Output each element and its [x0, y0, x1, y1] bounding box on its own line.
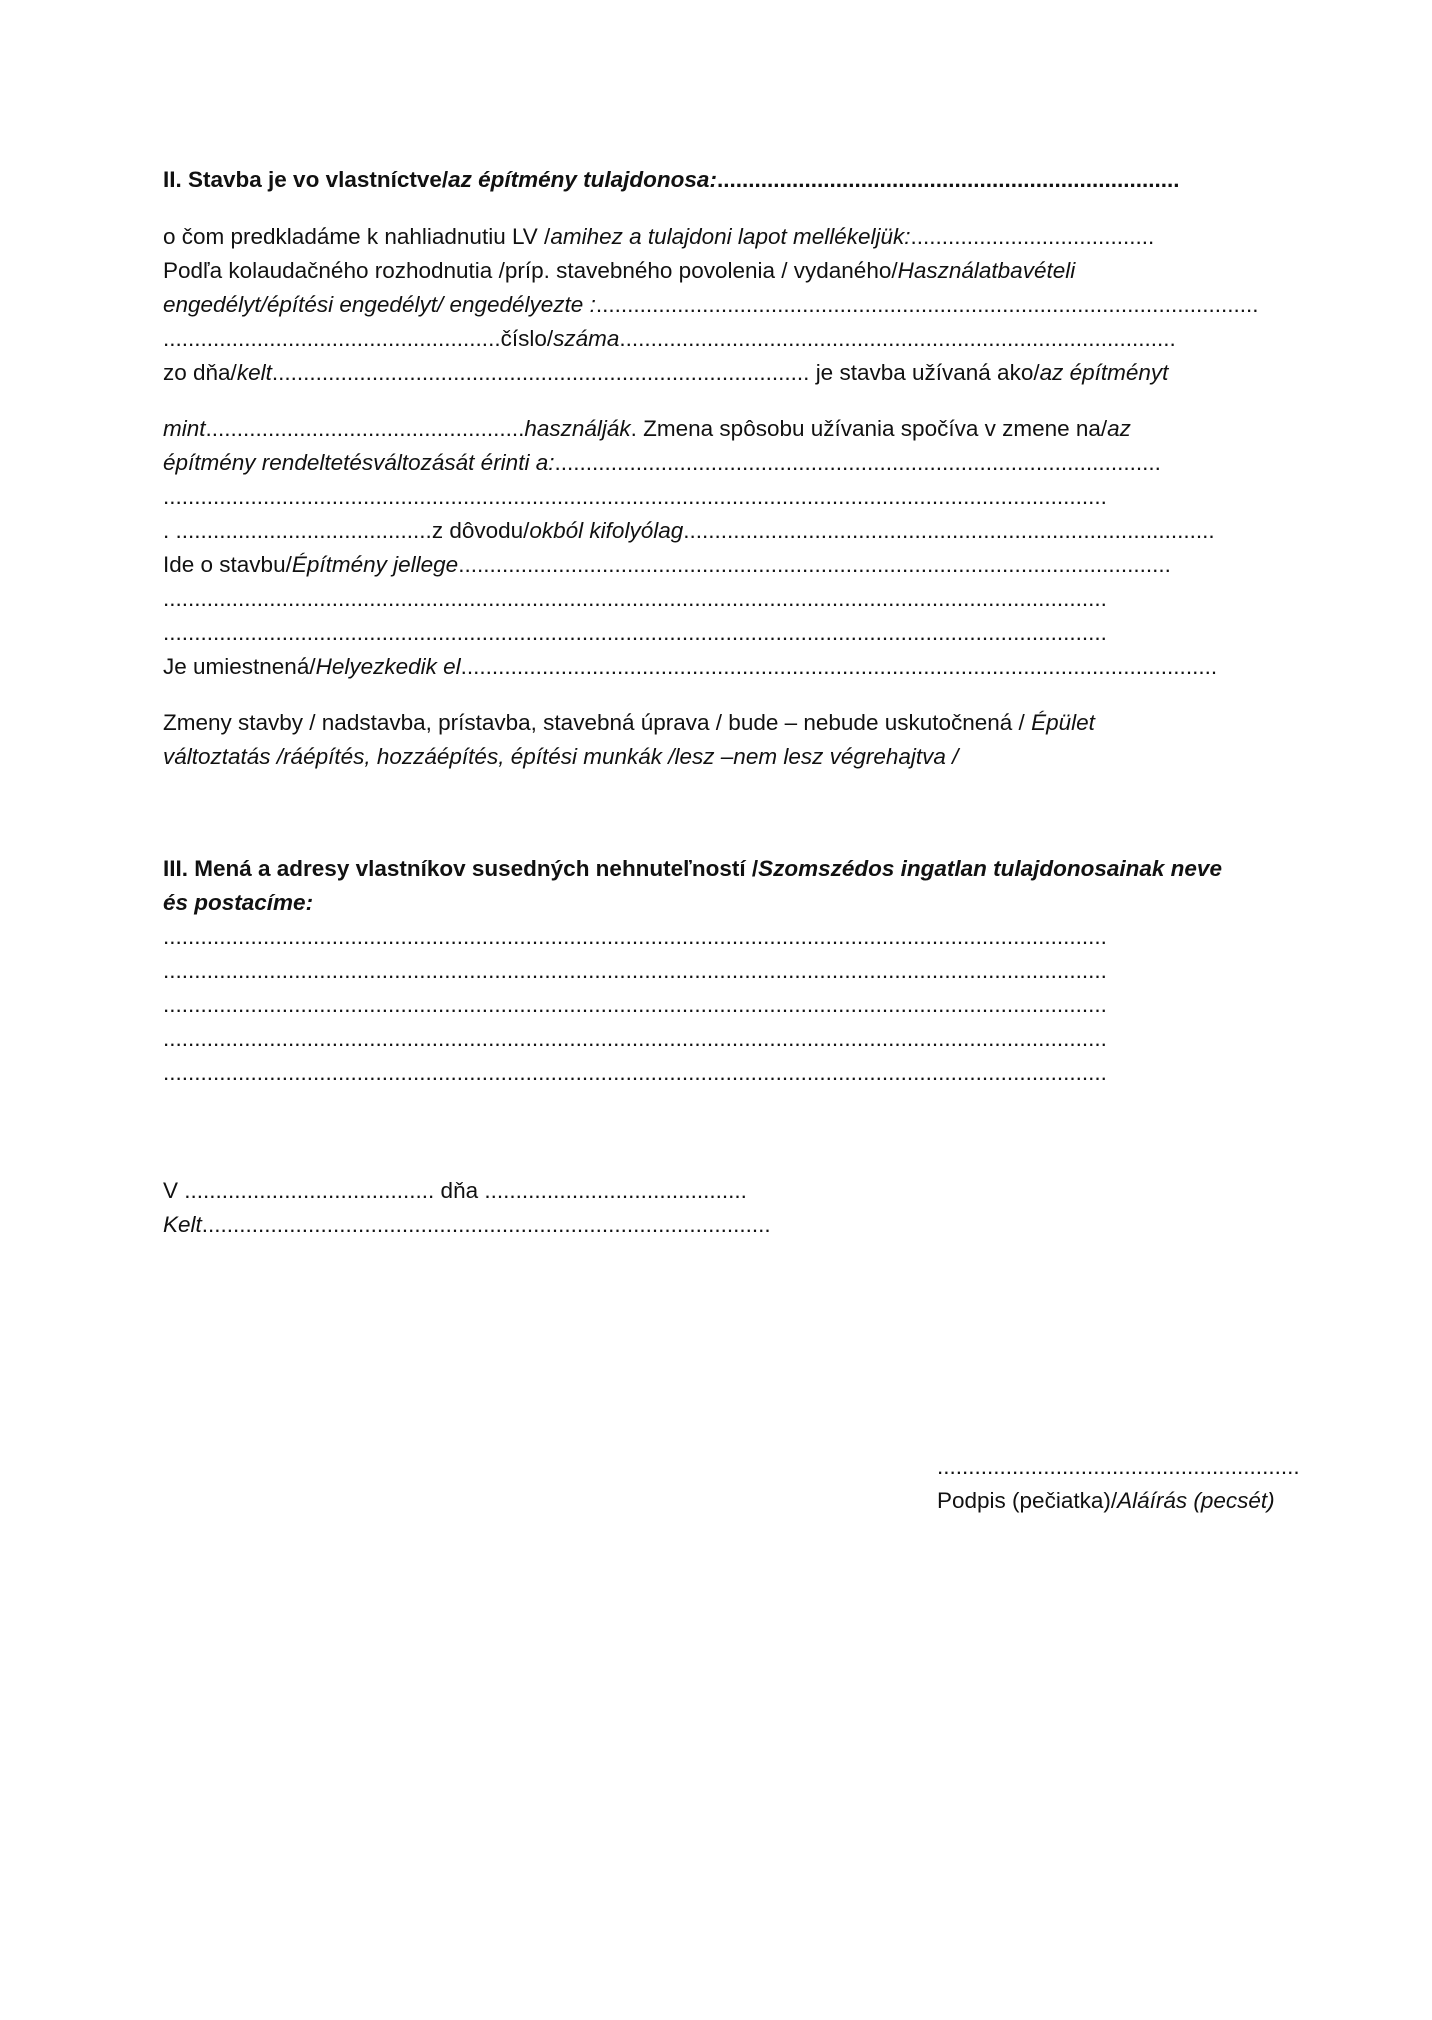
fill-dots[interactable]: ...................................................: [205, 416, 525, 441]
fill-dots[interactable]: .......................................: [910, 224, 1155, 249]
heading-text-hu: az építmény tulajdonosa:: [448, 167, 717, 192]
text-line: o čom predkladáme k nahliadnutiu LV /amihez a tulajdoni lapot mellékeljük:.......................................: [163, 224, 1155, 249]
fill-line[interactable]: .......................................................................................................................................................: [163, 586, 1107, 611]
fill-dots[interactable]: ..................................................................................................................: [458, 552, 1171, 577]
fill-dots[interactable]: . .........................................: [163, 518, 432, 543]
fill-line[interactable]: .......................................................................................................................................................: [163, 1026, 1107, 1051]
text-line: engedélyt/építési engedélyt/ engedélyezte :..........................................................................................................: [163, 292, 1259, 317]
section-2-heading: [163, 163, 1180, 197]
text-line: zo dňa/kelt...................................................................................... je stavba užívaná ako/az építményt: [163, 360, 1169, 385]
heading-text: II. Stavba je vo vlastníctve/: [163, 167, 449, 192]
fill-line[interactable]: .......................................................................................................................................................: [163, 958, 1107, 983]
text-line: Podľa kolaudačného rozhodnutia /príp. stavebného povolenia / vydaného/Használatbavételi: [163, 258, 1076, 283]
fill-dots[interactable]: .....................................................................................: [683, 518, 1215, 543]
section-3-heading-cont: és postacíme:: [163, 890, 314, 915]
fill-line[interactable]: .......................................................................................................................................................: [163, 484, 1107, 509]
text-line: ......................................................číslo/száma.........................................................................................: [163, 326, 1176, 351]
fill-dots[interactable]: ...........................................................................................: [201, 1212, 771, 1237]
text-line: Je umiestnená/Helyezkedik el.........................................................................................................................: [163, 654, 1218, 679]
fill-dots[interactable]: ..........................................................................: [716, 167, 1180, 192]
place-date-line[interactable]: V ........................................ dňa ..........................................: [163, 1178, 747, 1203]
fill-dots[interactable]: .........................................................................................: [619, 326, 1176, 351]
text-line: Zmeny stavby / nadstavba, prístavba, stavebná úprava / bude – nebude uskutočnená / Épület: [163, 710, 1095, 735]
signature-label: Podpis (pečiatka)/Aláírás (pecsét): [937, 1488, 1275, 1513]
text-line: mint...................................................használják. Zmena spôsobu užívania spočíva v zmene na/az: [163, 416, 1131, 441]
section-3-heading: III. Mená a adresy vlastníkov susedných nehnuteľností /Szomszédos ingatlan tulajdonosainak neve: [163, 856, 1222, 881]
fill-dots[interactable]: ..........................................................................................................: [595, 292, 1259, 317]
text-line: Ide o stavbu/Építmény jellege..................................................................................................................: [163, 552, 1171, 577]
fill-line[interactable]: .......................................................................................................................................................: [163, 620, 1107, 645]
fill-line[interactable]: .......................................................................................................................................................: [163, 992, 1107, 1017]
fill-dots[interactable]: ......................................................: [163, 326, 501, 351]
signature-line[interactable]: ..........................................................: [937, 1454, 1300, 1479]
fill-line[interactable]: .......................................................................................................................................................: [163, 924, 1107, 949]
fill-dots[interactable]: ......................................................................................: [271, 360, 816, 385]
fill-dots[interactable]: .................................................................................................: [554, 450, 1161, 475]
kelt-line: Kelt...........................................................................................: [163, 1212, 771, 1237]
fill-line[interactable]: .......................................................................................................................................................: [163, 1060, 1107, 1085]
text-line: változtatás /ráépítés, hozzáépítés, építési munkák /lesz –nem lesz végrehajtva /: [163, 744, 959, 769]
fill-dots[interactable]: .........................................................................................................................: [460, 654, 1218, 679]
text-line: . .........................................z dôvodu/okból kifolyólag.....................................................................................: [163, 518, 1215, 543]
text-line: építmény rendeltetésváltozását érinti a:.................................................................................................: [163, 450, 1161, 475]
